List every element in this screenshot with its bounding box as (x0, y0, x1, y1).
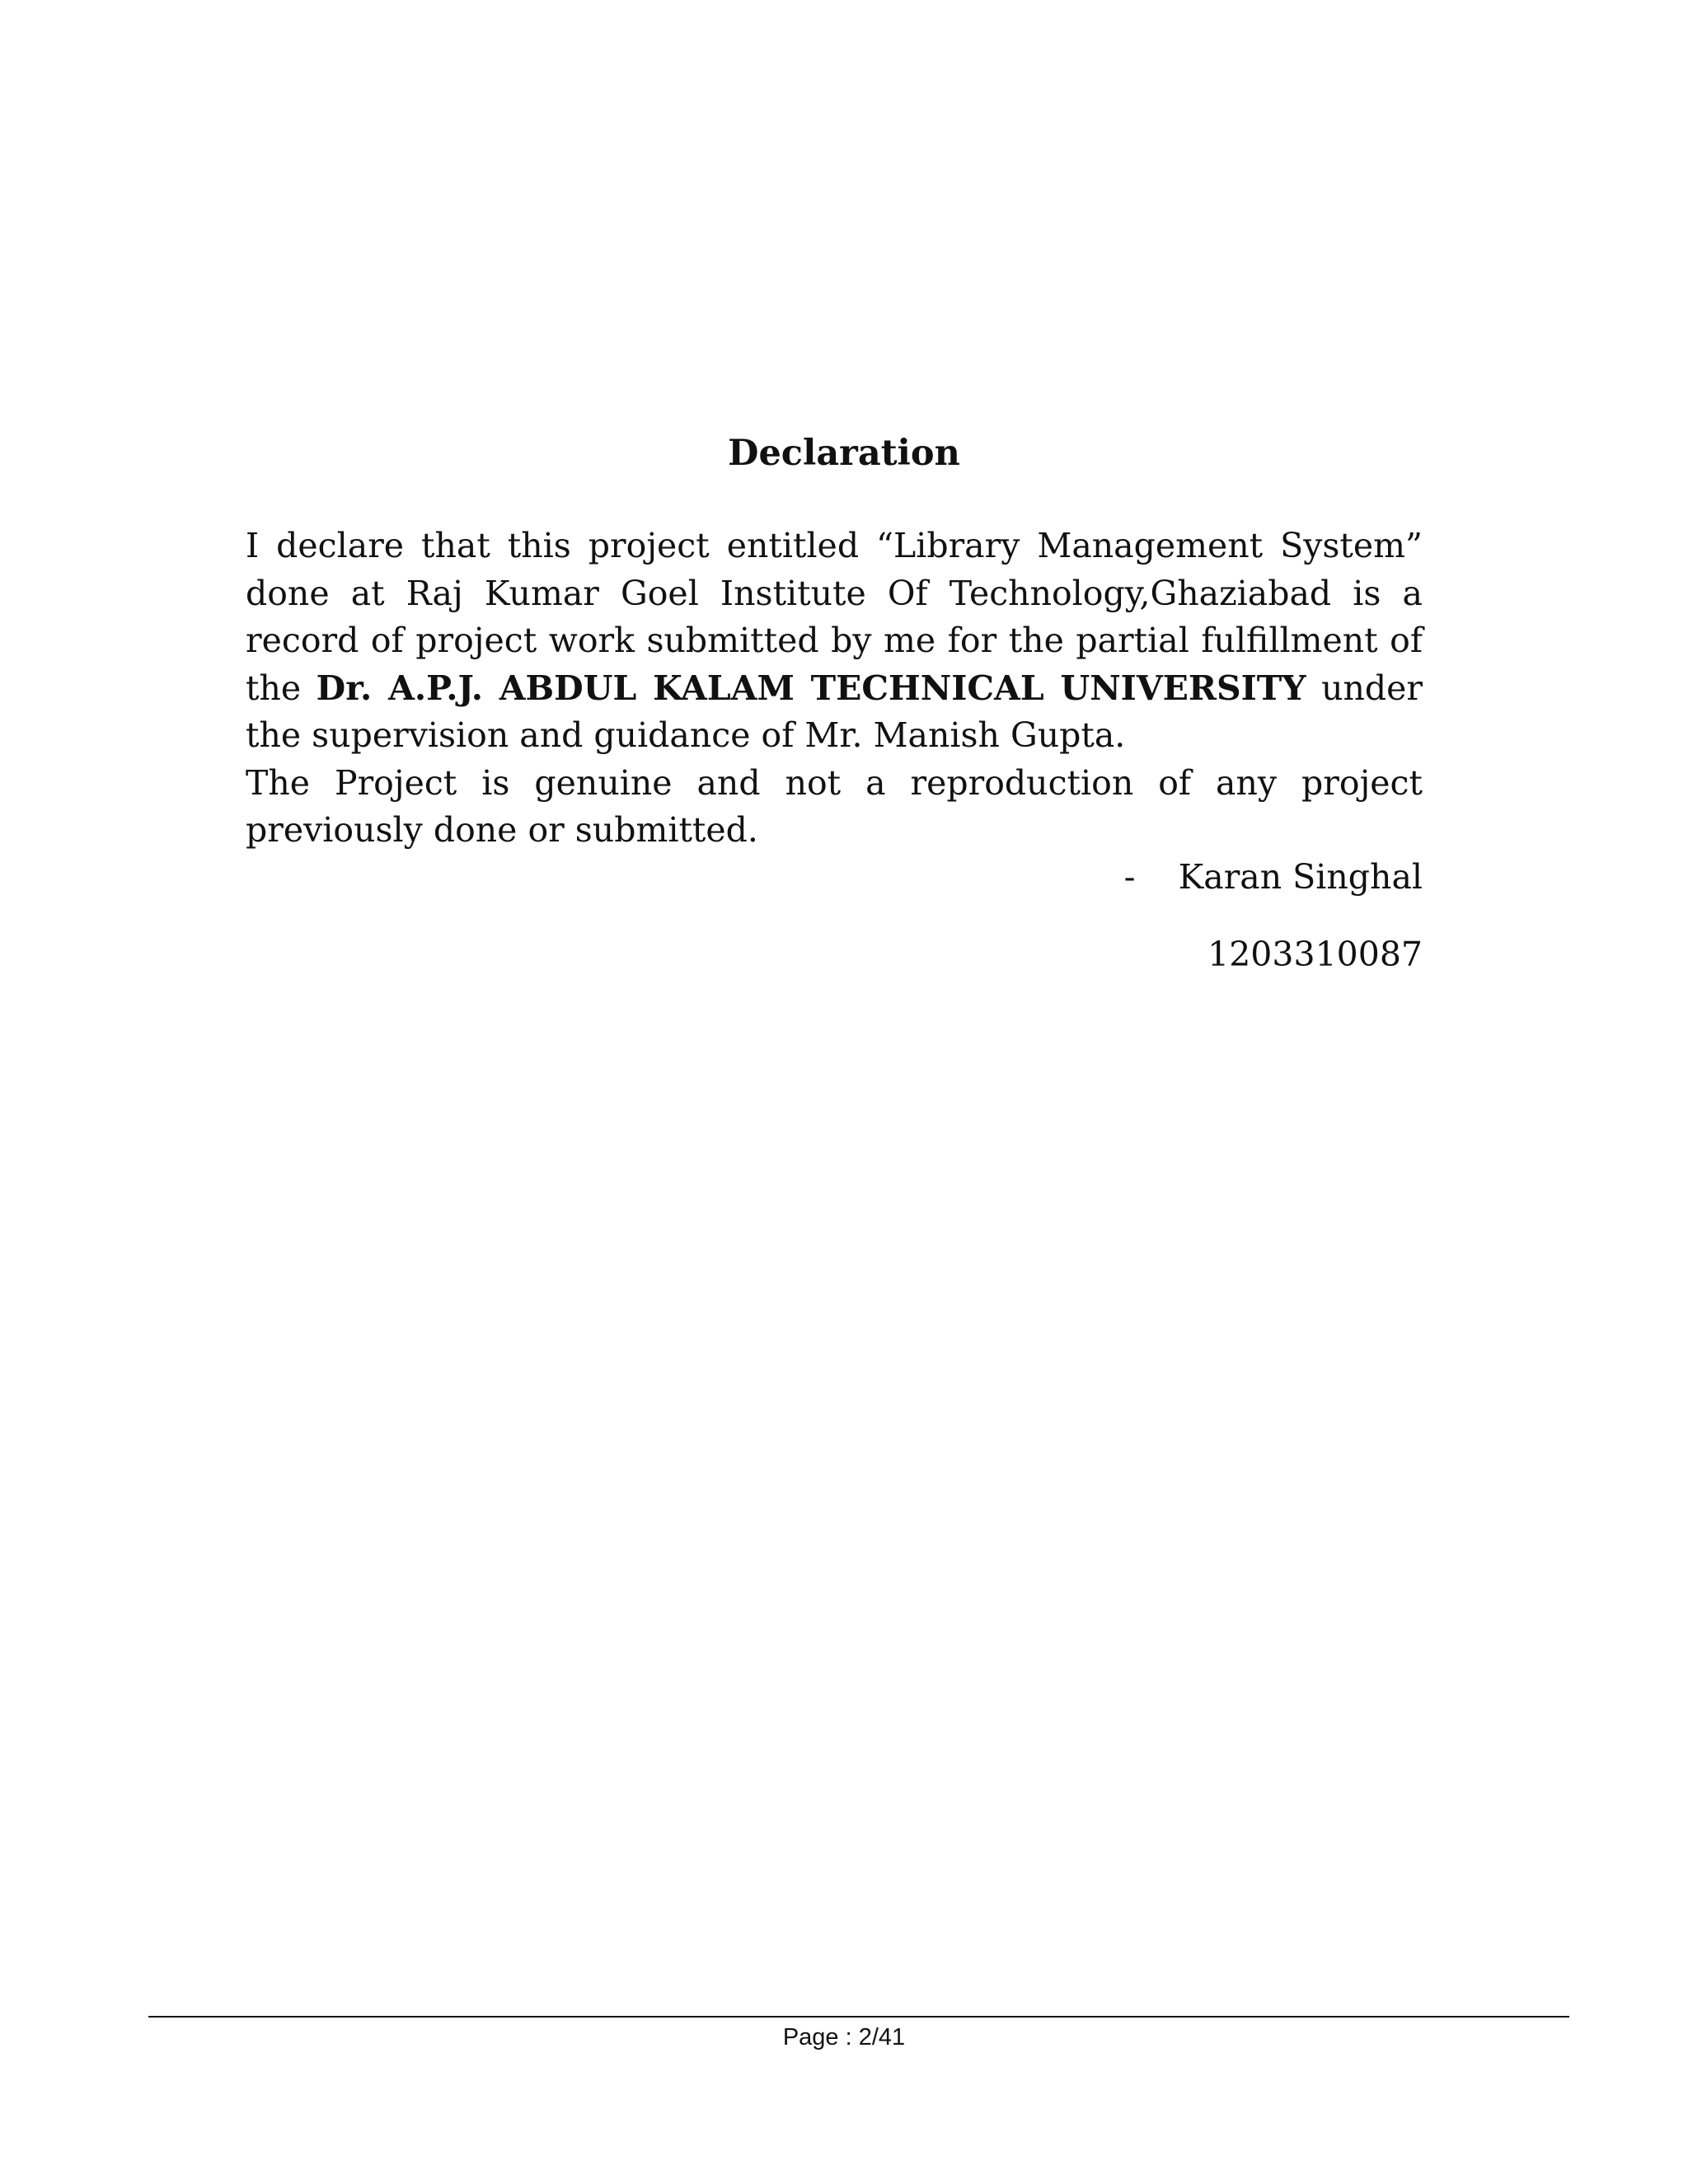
paragraph-1-text-end: under the supervision and guidance of Mr. Manish Gupta. (246, 668, 1423, 755)
signature-line (1124, 854, 1423, 902)
university-name: Dr. A.P.J. ABDUL KALAM TECHNICAL UNIVERSITY (316, 668, 1306, 708)
roll-number: 1203310087 (1207, 935, 1423, 974)
declaration-body (246, 523, 1423, 855)
footer-divider (148, 2016, 1569, 2018)
declaration-paragraph-2: The Project is genuine and not a reproduction of any project previously done or submitted. (246, 762, 1423, 850)
page-title: Declaration (728, 433, 960, 474)
signatory-name: Karan Singhal (1178, 857, 1423, 897)
page-number: Page : 2/41 (782, 2024, 906, 2050)
paragraph-1-text-start: I declare that this project entitled “Library Management System” done at Raj Kumar Goel Institute Of Technology,Ghaziabad is a record of project work submitted by me for the partial fulfillment of the (246, 526, 1423, 708)
declaration-paragraph-1 (246, 523, 1423, 760)
signature-dash: - (1123, 857, 1136, 897)
